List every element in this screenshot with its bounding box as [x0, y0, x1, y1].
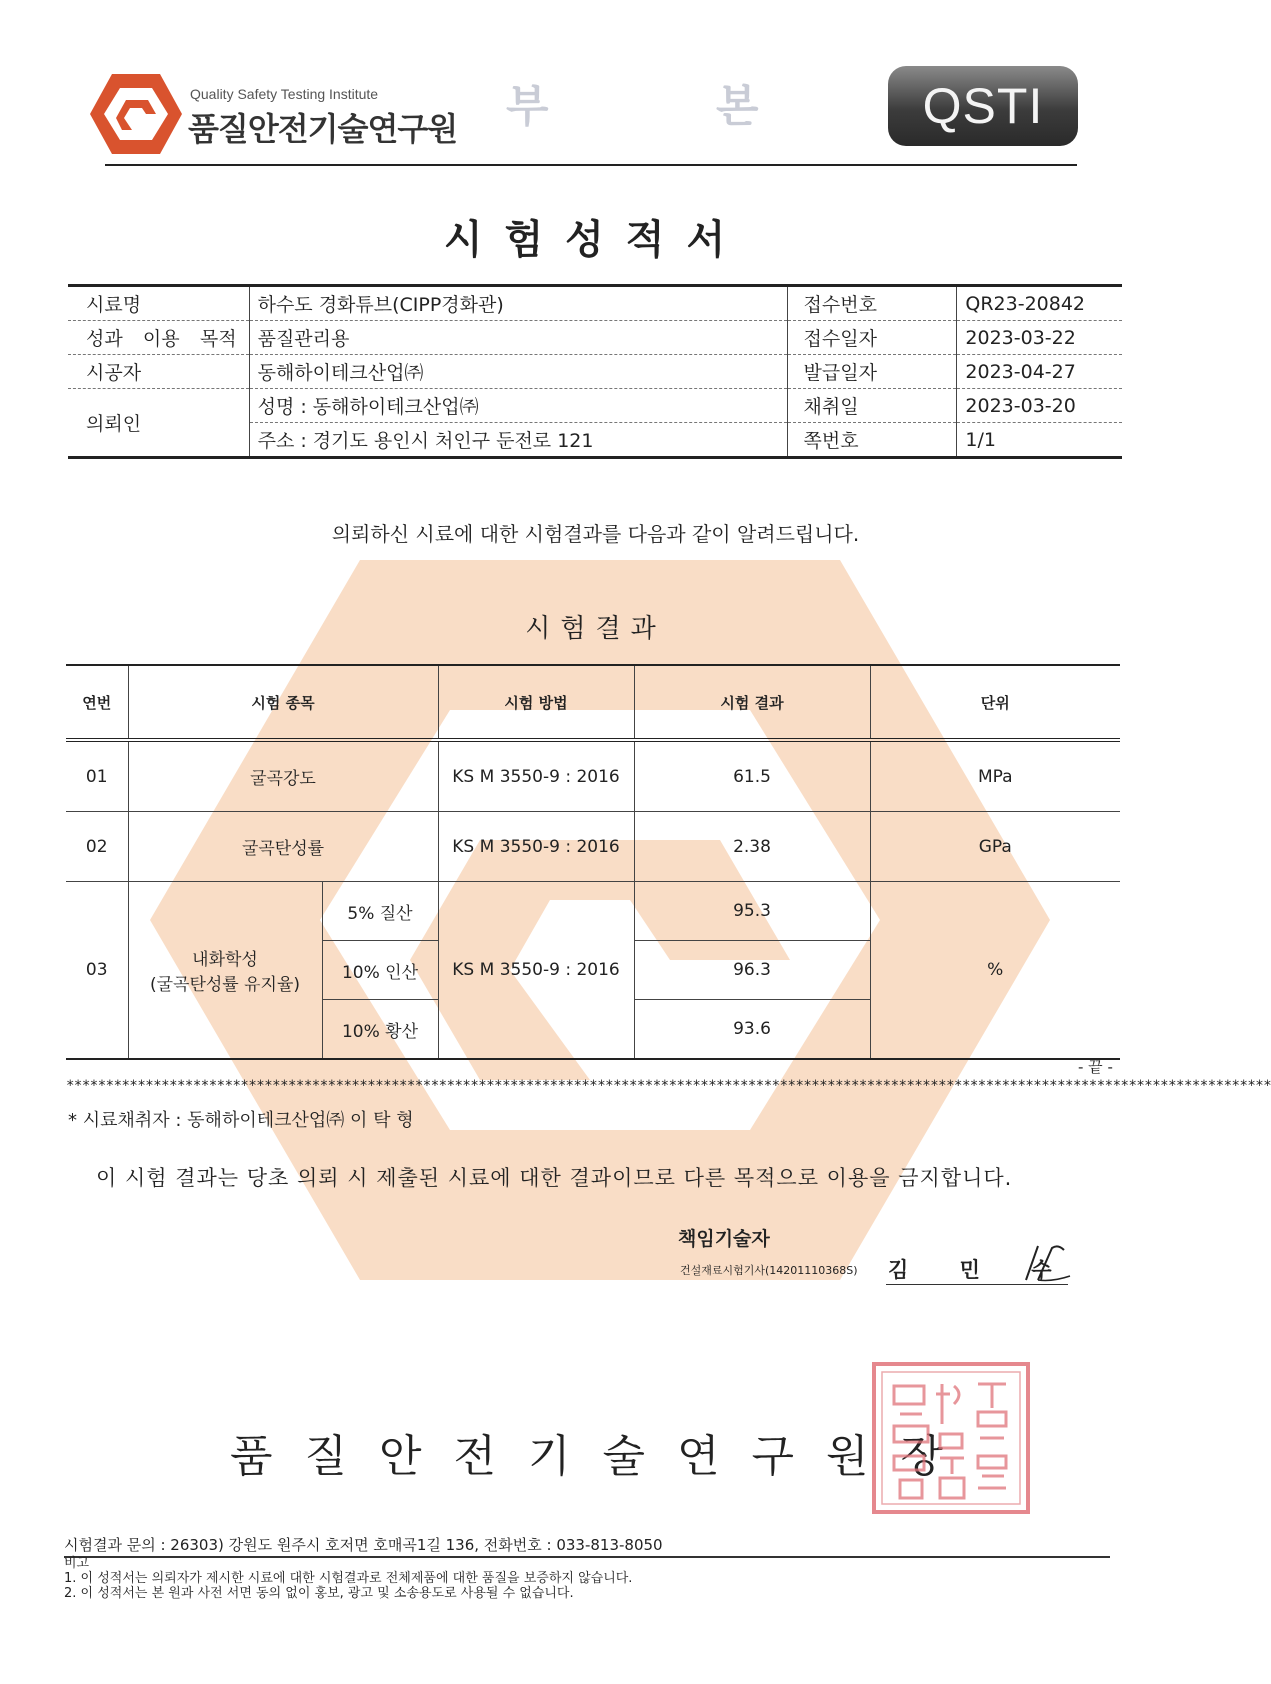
- row-subitem: 10% 인산: [322, 941, 438, 1000]
- results-title: 시험결과: [525, 614, 666, 644]
- row-no: 01: [66, 740, 128, 812]
- stamp-char: 부: [506, 81, 549, 132]
- row-result: 96.3: [634, 941, 870, 1000]
- info-table: [68, 284, 1122, 459]
- institute-name-en: Quality Safety Testing Institute: [190, 86, 379, 102]
- row-item-main: 내화학성: [192, 950, 258, 970]
- header-item: 시험 종목: [128, 665, 438, 740]
- row-unit: %: [870, 882, 1120, 1060]
- row-unit: GPa: [870, 812, 1120, 882]
- responsible-credential: 건설재료시험기사(14201110368S): [680, 1264, 858, 1277]
- header-unit: 단위: [870, 665, 1120, 740]
- copy-stamp: [476, 50, 816, 160]
- info-value: 하수도 경화튜브(CIPP경화관): [249, 286, 787, 321]
- responsible-title: 책임기술자: [678, 1228, 770, 1250]
- row-result: 93.6: [634, 1000, 870, 1060]
- row-result: 61.5: [634, 740, 870, 812]
- row-item: 굴곡탄성률: [128, 812, 438, 882]
- info-value: QR23-20842: [957, 286, 1122, 321]
- row-result: 95.3: [634, 882, 870, 941]
- info-row: [68, 286, 1122, 321]
- info-value: 2023-04-27: [957, 355, 1122, 389]
- star-divider: ********************************************************************************************************************************************************: [66, 1078, 1271, 1094]
- row-subitem: 10% 황산: [322, 1000, 438, 1060]
- info-label: 시공자: [68, 355, 249, 389]
- info-value: 2023-03-20: [957, 389, 1122, 423]
- info-label: 쪽번호: [787, 423, 957, 458]
- info-label: 채취일: [787, 389, 957, 423]
- row-unit: MPa: [870, 740, 1120, 812]
- info-row: [68, 389, 1122, 423]
- info-label: 접수번호: [787, 286, 957, 321]
- info-label: 접수일자: [787, 321, 957, 355]
- row-method: KS M 3550-9 : 2016: [438, 740, 634, 812]
- header-no: 연번: [66, 665, 128, 740]
- row-item-sub: (굴곡탄성률 유지율): [149, 975, 301, 995]
- info-label: 시료명: [68, 286, 249, 321]
- info-value: 동해하이테크산업㈜: [249, 355, 787, 389]
- row-no: 02: [66, 812, 128, 882]
- info-label: 발급일자: [787, 355, 957, 389]
- info-label: 의뢰인: [68, 389, 249, 458]
- info-value: 주소 : 경기도 용인시 처인구 둔전로 121: [249, 423, 787, 458]
- row-no: 03: [66, 882, 128, 1060]
- table-row: [66, 812, 1120, 882]
- table-row: [66, 740, 1120, 812]
- institute-name-ko: 품질안전기술연구원: [188, 110, 458, 148]
- row-subitem: 5% 질산: [322, 882, 438, 941]
- info-row: [68, 321, 1122, 355]
- remark-title: 비고: [64, 1556, 90, 1571]
- header-result: 시험 결과: [634, 665, 870, 740]
- footer-remarks: [64, 1556, 632, 1601]
- end-mark: - 끝 -: [1078, 1058, 1113, 1076]
- signature-icon: [1012, 1240, 1072, 1284]
- header-divider: [105, 164, 1077, 166]
- usage-warning: 이 시험 결과는 당초 의뢰 시 제출된 시료에 대한 결과이므로 다른 목적으로 이용을 금지합니다.: [96, 1166, 1013, 1190]
- table-row: [66, 882, 1120, 941]
- inquiry-text: 시험결과 문의 : 26303) 강원도 원주시 호저면 호매곡1길 136, 전화번호 : 033-813-8050: [64, 1536, 663, 1554]
- row-result: 2.38: [634, 812, 870, 882]
- results-table: [66, 664, 1120, 1060]
- info-value: 2023-03-22: [957, 321, 1122, 355]
- official-seal-icon: [870, 1360, 1032, 1516]
- row-item: [128, 882, 322, 1060]
- info-value: 1/1: [957, 423, 1122, 458]
- institute-head: 품질안전기술연구원장: [230, 1431, 976, 1482]
- info-row: [68, 355, 1122, 389]
- row-method: KS M 3550-9 : 2016: [438, 882, 634, 1060]
- info-value: 품질관리용: [249, 321, 787, 355]
- row-item: 굴곡강도: [128, 740, 438, 812]
- document-title: 시험성적서: [443, 217, 748, 263]
- remark-item: 1. 이 성적서는 의뢰자가 제시한 시료에 대한 시험결과로 전체제품에 대한 품질을 보증하지 않습니다.: [64, 1571, 633, 1586]
- info-value: 성명 : 동해하이테크산업㈜: [249, 389, 787, 423]
- signature-line: [886, 1284, 1068, 1285]
- row-method: KS M 3550-9 : 2016: [438, 812, 634, 882]
- qsti-badge: QSTI: [888, 66, 1078, 146]
- header-method: 시험 방법: [438, 665, 634, 740]
- stamp-char: 본: [716, 81, 759, 132]
- notice-text: 의뢰하신 시료에 대한 시험결과를 다음과 같이 알려드립니다.: [331, 522, 860, 546]
- responsible-name: 김 민 수: [888, 1258, 1074, 1282]
- sampler-text: * 시료채취자 : 동해하이테크산업㈜ 이 탁 형: [68, 1110, 414, 1131]
- info-label: 성과 이용 목적: [68, 321, 249, 355]
- institute-logo-icon: [88, 72, 184, 156]
- remark-item: 2. 이 성적서는 본 원과 사전 서면 동의 없이 홍보, 광고 및 소송용도로 사용될 수 없습니다.: [64, 1586, 574, 1601]
- results-header-row: [66, 665, 1120, 740]
